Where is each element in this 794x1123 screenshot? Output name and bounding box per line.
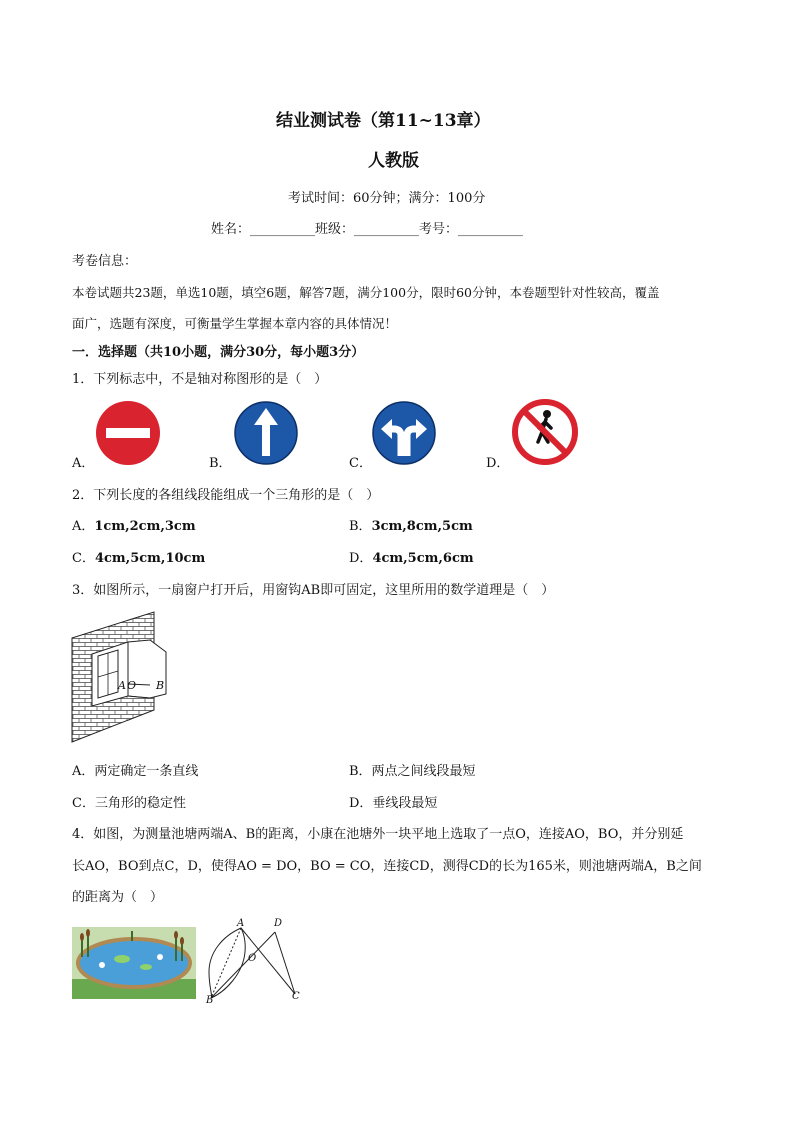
student-fields: 姓名：__________班级：__________考号：__________ <box>211 222 524 237</box>
q2-option-d <box>349 547 474 566</box>
q4-line2: 长AO，BO到点C，D，使得AO = DO，BO = CO，连接CD，测得CD的长为165米，则池塘两端A，B之间 <box>72 859 702 874</box>
q2-option-c-label: C． <box>72 551 95 566</box>
q2-option-c-value: 4cm,5cm,10cm <box>94 551 206 566</box>
exam-notes-line1: 本卷试题共23题，单选10题，填空6题，解答7题，满分100分，限时60分钟，本卷题型针对性较高，覆盖 <box>72 285 660 300</box>
q2-option-c <box>72 547 205 566</box>
paper-title: 结业测试卷（第11~13章） <box>276 111 491 131</box>
straight-ahead-sign-icon <box>233 400 299 466</box>
q2-option-b <box>349 515 473 534</box>
q2-option-d-value: 4cm,5cm,6cm <box>372 551 474 566</box>
q2-option-b-value: 3cm,8cm,5cm <box>371 519 473 534</box>
q4-label-a: A <box>237 918 245 929</box>
exam-notes-line2: 面广，选题有深度，可衡量学生掌握本章内容的具体情况！ <box>72 316 398 331</box>
pond-illustration <box>72 927 196 999</box>
no-entry-sign-icon <box>94 399 162 467</box>
exam-info: 考试时间：60分钟；满分：100分 <box>288 191 486 206</box>
q3-label-b: B <box>156 679 165 692</box>
q4-line1: 4．如图，为测量池塘两端A、B的距离，小康在池塘外一块平地上选取了一点O，连接AO，BO，并分别延 <box>72 827 684 842</box>
q1-option-d: D． <box>486 456 510 471</box>
q3-label-o: O <box>127 679 137 692</box>
q2-option-a-label: A． <box>72 519 95 534</box>
section-heading: 一．选择题（共10小题，满分30分，每小题3分） <box>72 345 365 360</box>
q1-stem: 1．下列标志中，不是轴对称图形的是（ ） <box>72 372 328 387</box>
q3-option-a: A．两定确定一条直线 <box>72 764 199 779</box>
q1-option-a: A． <box>72 456 95 471</box>
left-right-turn-sign-icon <box>371 400 437 466</box>
q4-line3: 的距离为（ ） <box>72 890 164 905</box>
q4-label-o: O <box>248 953 257 964</box>
paper-subtitle: 人教版 <box>368 151 419 171</box>
q4-label-c: C <box>292 991 300 1002</box>
q4-label-b: B <box>206 995 214 1006</box>
q4-label-d: D <box>274 918 283 929</box>
no-pedestrian-sign-icon <box>511 398 579 466</box>
exam-notes-label: 考卷信息： <box>72 254 138 269</box>
q3-option-c: C．三角形的稳定性 <box>72 796 186 811</box>
q2-option-b-label: B． <box>349 519 372 534</box>
q1-option-b: B． <box>209 456 232 471</box>
q3-option-b: B．两点之间线段最短 <box>349 764 476 779</box>
q3-stem: 3．如图所示，一扇窗户打开后，用窗钩AB即可固定，这里所用的数学道理是（ ） <box>72 583 555 598</box>
window-hook-figure <box>70 610 170 745</box>
q2-option-d-label: D． <box>349 551 373 566</box>
q3-option-d: D．垂线段最短 <box>349 796 438 811</box>
q2-option-a-value: 1cm,2cm,3cm <box>94 519 196 534</box>
q2-stem: 2．下列长度的各组线段能组成一个三角形的是（ ） <box>72 488 380 503</box>
q2-option-a <box>72 515 196 534</box>
q1-option-c: C． <box>349 456 372 471</box>
q3-label-a: A <box>118 679 126 692</box>
